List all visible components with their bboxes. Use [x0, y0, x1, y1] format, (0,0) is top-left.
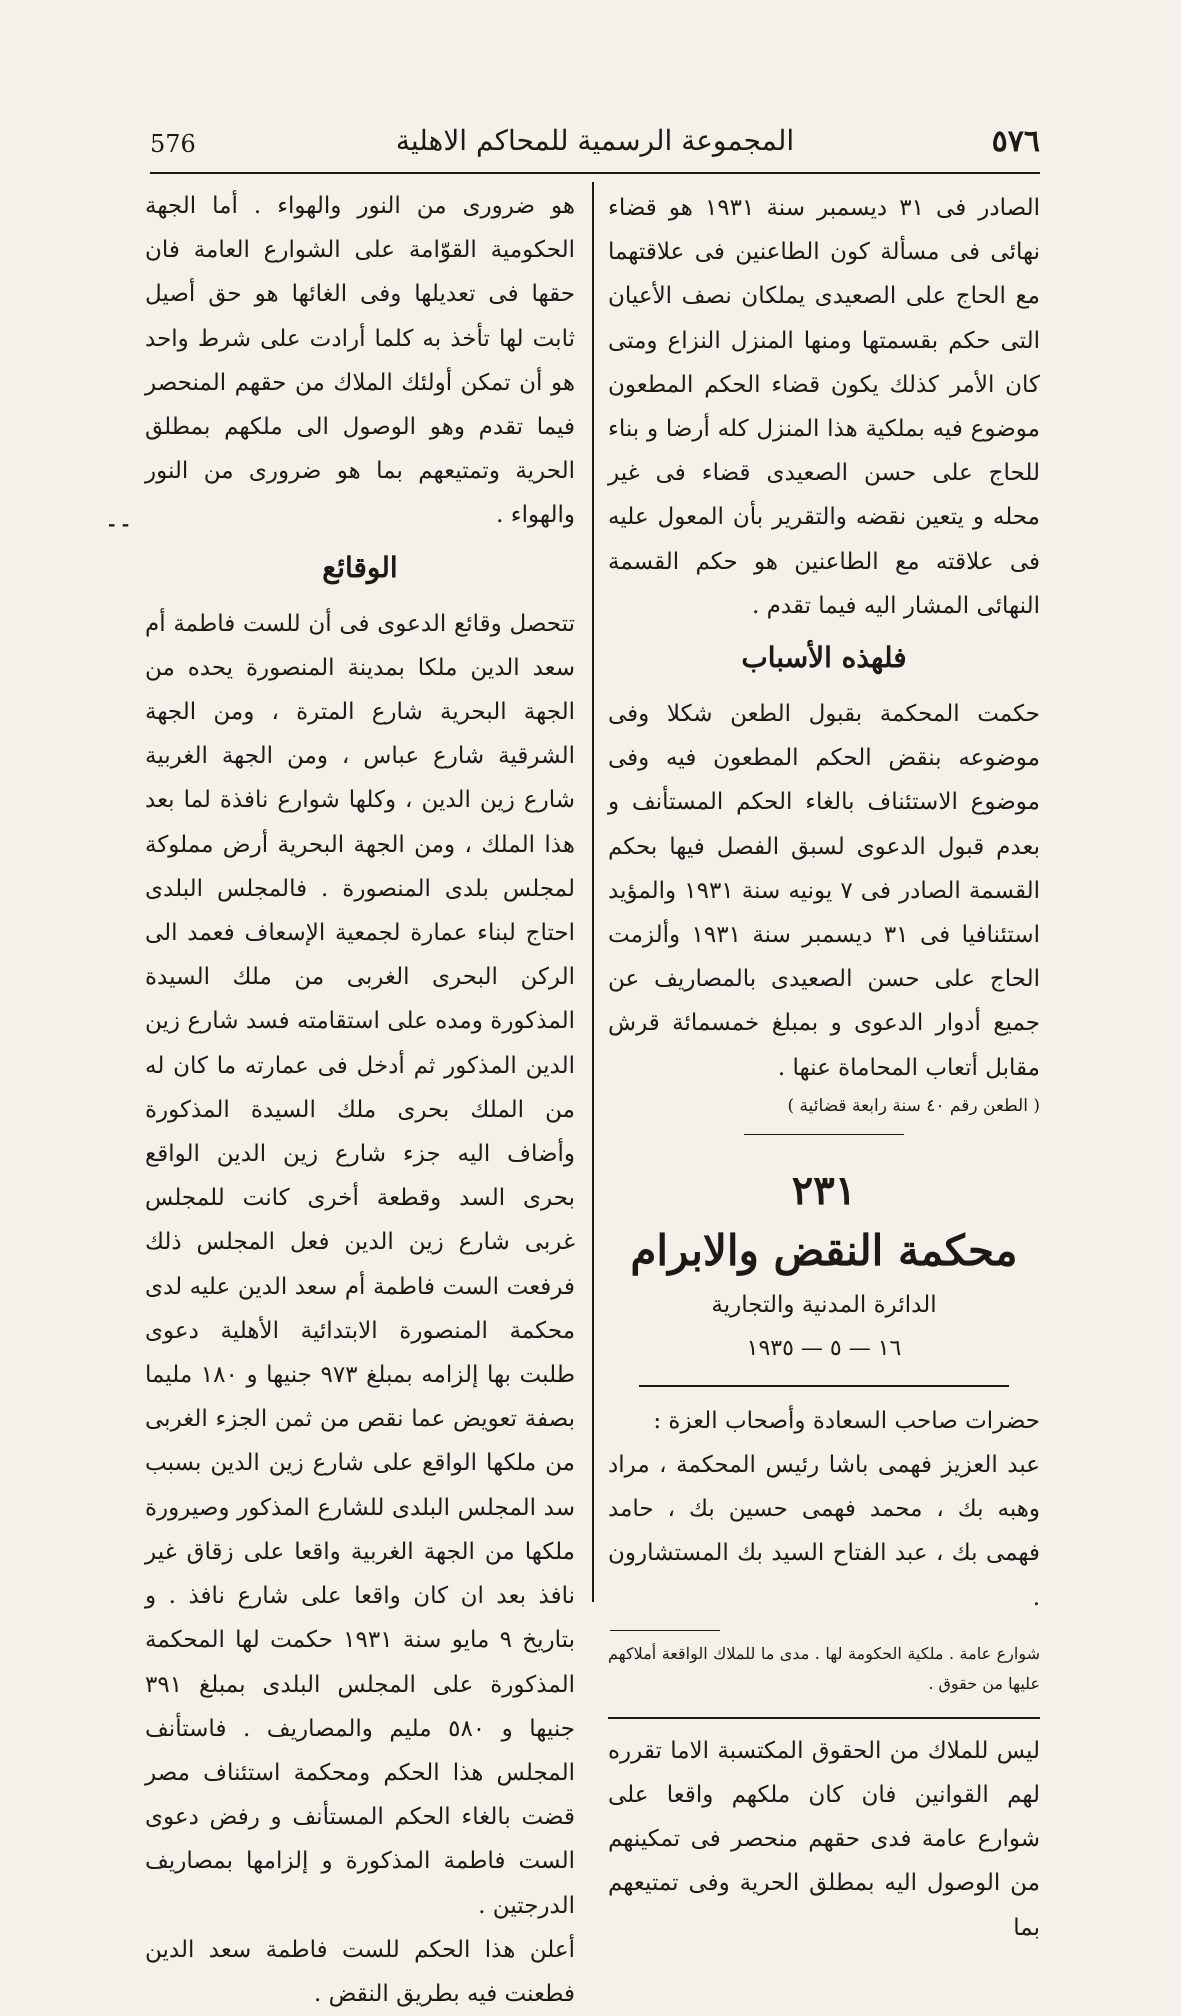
- text-line: البلدى للشارع المذكور وصيرورة ملكها من الجهة الغربية: [145, 1494, 576, 1565]
- separator-rule: [744, 1134, 904, 1135]
- footnote-rule: [610, 1630, 720, 1631]
- text-line: المستأنف و بعدم قبول الدعوى لسبق الفصل فيها بحكم: [608, 789, 1040, 860]
- text-line: فان كان ملكهم واقعا على شوارع عامة فدى حقهم منحصر: [608, 1782, 1041, 1853]
- text-line: محمد فهمى حسين بك ، حامد فهمى بك ، عبد الفتاح: [608, 1496, 1041, 1567]
- text-line: فى تمكينهم من الوصول اليه بمطلق الحرية وفى تمتيعهم بما: [608, 1826, 1040, 1941]
- right-paragraph-1: [608, 186, 1040, 628]
- text-line: تقدم وهو الوصول الى ملكهم بمطلق الحرية وتمتيعهم بما: [145, 414, 575, 485]
- footnote: [608, 1639, 1040, 1699]
- page-number-latin: 576: [150, 130, 196, 158]
- right-column: [608, 186, 1040, 1950]
- text-line: الست فاطمة أم سعد الدين عليه لدى محكمة المنصورة: [145, 1273, 576, 1344]
- left-paragraph-1: [145, 184, 575, 538]
- text-line: الحكم المطعون فيه وفى موضوع الاستئناف بالغاء الحكم: [608, 745, 1040, 816]
- text-line: ومن الجهة الشرقية شارع عباس ، ومن الجهة الغربية شارع: [145, 699, 575, 814]
- text-line: الصعيدى بالمصاريف عن جميع أدوار الدعوى و بمبلغ: [608, 966, 1041, 1037]
- text-line: حضرات صاحب السعادة وأصحاب العزة :: [653, 1407, 1040, 1434]
- text-line: الغربى من ملك السيدة المذكورة ومده على استقامته فسد: [145, 964, 576, 1035]
- facts-heading: الوقائع: [322, 550, 398, 584]
- text-line: بأن المعول عليه فى علاقته مع الطاعنين هو حكم القسمة: [608, 504, 1040, 575]
- text-line: القسمة الصادر فى ٧ يونيه سنة ١٩٣١ والمؤيد استئنافيا: [608, 877, 1040, 949]
- text-line: ملكا بمدينة المنصورة يحده من الجهة البحرية شارع المترة ،: [145, 654, 575, 726]
- text-line: النهائى المشار اليه فيما تقدم .: [752, 592, 1040, 619]
- separator-rule: [608, 1717, 1040, 1719]
- text-line: بالغاء الحكم المستأنف و رفض دعوى الست فاطمة: [145, 1804, 575, 1875]
- text-line: السيد بك المستشارون .: [608, 1540, 1040, 1611]
- publication-title: المجموعة الرسمية للمحاكم الاهلية: [395, 124, 795, 157]
- text-line: شوارع عامة . ملكية الحكومة لها . مدى ما للملاك الواقعة أملاكهم: [608, 1643, 1040, 1663]
- court-name: محكمة النقض والابرام: [630, 1225, 1018, 1275]
- text-line: من ملكها الواقع على شارع زين الدين بسبب سد المجلس: [145, 1450, 575, 1521]
- text-line: هو ضرورى من النور والهواء . أما الجهة الحكومية القوّامة: [145, 193, 575, 264]
- text-line: أعلن هذا الحكم للست فاطمة سعد الدين فطعنت فيه: [145, 1936, 575, 2007]
- text-line: فى ٣١ ديسمبر سنة ١٩٣١ وألزمت الحاج على حسن: [608, 922, 1041, 993]
- margin-mark: - -: [108, 514, 130, 535]
- text-line: شارع زين الدين المذكور ثم أدخل فى عمارته ما كان له: [145, 1008, 575, 1079]
- text-line: حسن الصعيدى قضاء فى غير محله و يتعين نقضه والتقرير: [608, 460, 1040, 531]
- text-line: من الملك بحرى ملك السيدة المذكورة وأضاف اليه جزء: [145, 1096, 575, 1168]
- text-line: يملكان نصف الأعيان التى حكم بقسمتها ومنها المنزل: [608, 283, 1040, 354]
- text-line: واقعا على زقاق غير نافذ بعد ان كان واقعا على شارع نافذ .: [145, 1538, 575, 1610]
- judges-list: [608, 1399, 1040, 1620]
- text-line: و بتاريخ ٩ مايو سنة ١٩٣١ حكمت لها المحكمة المذكورة: [145, 1583, 575, 1698]
- text-line: الابتدائية الأهلية دعوى طلبت بها إلزامه بمبلغ ٩٧٣ جنيها: [145, 1317, 575, 1389]
- chamber-name: الدائرة المدنية والتجارية: [711, 1291, 937, 1318]
- text-line: واحد هو أن تمكن أولئك الملاك من حقهم المنحصر فيما: [145, 325, 575, 441]
- text-line: مسألة كون الطاعنين فى علاقتهما مع الحاج على الصعيدى: [608, 239, 1041, 310]
- text-line: فاستأنف المجلس هذا الحكم ومحكمة استئناف مصر قضت: [145, 1715, 575, 1831]
- column-divider: [592, 182, 594, 1602]
- page-header: [150, 120, 1040, 170]
- separator-rule: [639, 1385, 1009, 1387]
- reasons-heading: فلهذه الأسباب: [741, 641, 907, 675]
- text-line: احتاج لبناء عمارة لجمعية الإسعاف فعمد الى الركن البحرى: [145, 920, 575, 991]
- text-line: ليس للملاك من الحقوق المكتسبة الاما تقرره لهم القوانين: [608, 1737, 1040, 1809]
- text-line: حكمت المحكمة بقبول الطعن شكلا وفى موضوعه بنقض: [608, 701, 1041, 772]
- text-line: النزاع ومتى كان الأمر كذلك يكون قضاء الحكم المطعون: [608, 327, 1040, 398]
- header-rule: [150, 172, 1040, 174]
- text-line: على المجلس البلدى بمبلغ ٣٩١ جنيها و ٥٨٠ مليم والمصاريف .: [145, 1671, 576, 1742]
- text-line: خمسمائة قرش مقابل أتعاب المحاماة عنها .: [608, 1010, 1040, 1081]
- text-line: زين الدين ، وكلها شوارع نافذة لما بعد هذا الملك ، ومن الجهة: [145, 787, 575, 858]
- left-paragraph-2: [145, 602, 575, 1928]
- text-line: البحرية أرض مملوكة لمجلس بلدى المنصورة . فالمجلس البلدى: [145, 831, 575, 902]
- text-line: على الشوارع العامة فان حقها فى تعديلها وفى الغائها: [145, 237, 576, 308]
- text-line: الصادر فى ٣١ ديسمبر سنة ١٩٣١ هو قضاء نهائى فى: [608, 195, 1041, 266]
- text-line: بطريق النقض .: [313, 1980, 460, 2007]
- text-line: عليها من حقوق .: [928, 1673, 1040, 1693]
- text-line: المذكورة و إلزامها بمصاريف الدرجتين .: [145, 1848, 575, 1919]
- left-paragraph-3: [145, 1928, 575, 2016]
- case-number: ٢٣١: [791, 1166, 857, 1214]
- legal-summary: [608, 1729, 1040, 1950]
- text-line: هو حق أصيل ثابت لها تأخذ به كلما أرادت على شرط: [145, 281, 575, 352]
- right-paragraph-2: [608, 692, 1040, 1090]
- text-line: موضوع فيه بملكية هذا المنزل كله أرضا و بناء للحاج على: [608, 416, 1040, 487]
- text-line: للمجلس غربى شارع زين الدين فعل المجلس ذلك فرفعت: [145, 1185, 575, 1300]
- text-line: تتحصل وقائع الدعوى فى أن للست فاطمة أم سعد الدين: [145, 610, 576, 681]
- text-line: شارع زين الدين الواقع بحرى السد وقطعة أخرى كانت: [145, 1141, 575, 1212]
- text-line: هو ضرورى من النور والهواء .: [145, 458, 575, 529]
- text-line: عبد العزيز فهمى باشا رئيس المحكمة ، مراد وهبه بك ،: [608, 1452, 1041, 1523]
- text-line: و ١٨٠ مليما بصفة تعويض عما نقص من ثمن الجزء الغربى: [145, 1362, 575, 1433]
- left-column: [145, 184, 575, 2016]
- ruling-date: ١٦ — ٥ — ١٩٣٥: [746, 1335, 902, 1361]
- page-number-arabic: ٥٧٦: [991, 124, 1040, 159]
- case-citation: ( الطعن رقم ٤٠ سنة رابعة قضائية ): [787, 1095, 1040, 1116]
